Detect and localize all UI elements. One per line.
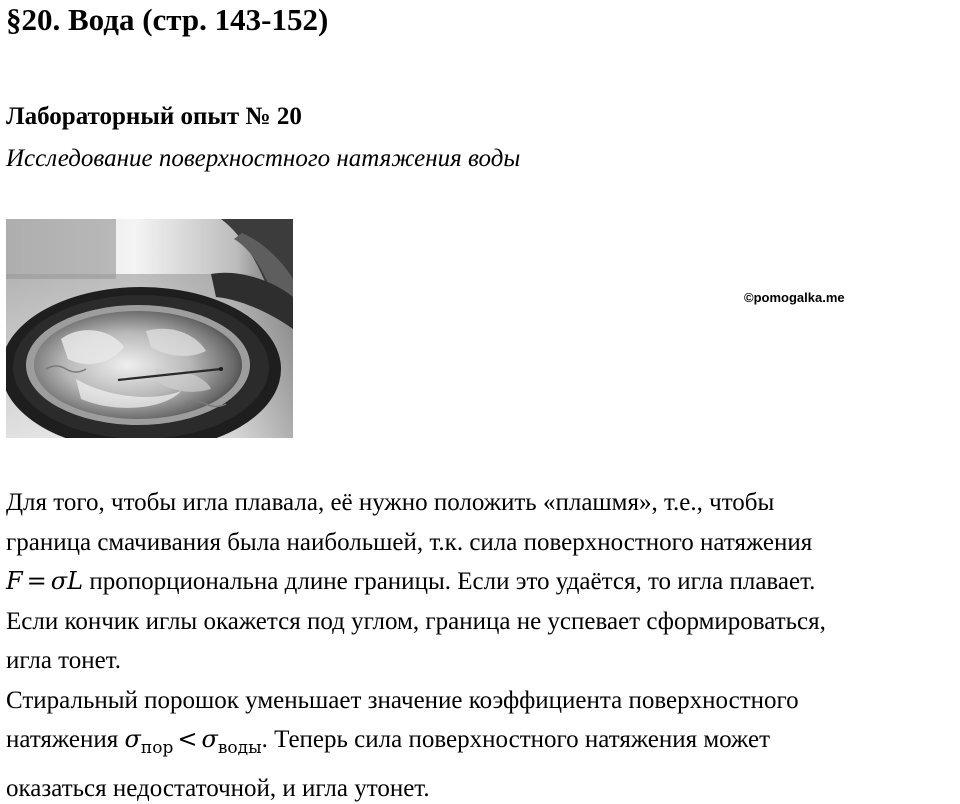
text-segment: натяжения [6, 726, 125, 753]
lab-heading: Лабораторный опыт № 20 [6, 103, 302, 130]
formula-sigma-l: σL [50, 567, 84, 595]
text-line: игла тонет. [6, 647, 122, 674]
text-line: Если кончик иглы окажется под углом, граница не успевает сформироваться, [6, 607, 826, 635]
text-line: Стиральный порошок уменьшает значение коэффициента поверхностного [6, 686, 799, 714]
watermark-text: ©pomogalka.me [744, 290, 845, 305]
text-line: граница смачивания была наибольшей, т.к. сила поверхностного натяжения [6, 528, 813, 556]
text-segment: . Теперь сила поверхностного натяжения может [261, 726, 771, 753]
sigma-symbol: σ [201, 725, 218, 753]
less-than-sign: < [177, 725, 198, 753]
page-title: §20. Вода (стр. 143-152) [6, 2, 329, 37]
lab-subtitle: Исследование поверхностного натяжения воды [6, 145, 521, 172]
text-line: оказаться недостаточной, и игла утонет. [6, 774, 430, 802]
subscript-por: пор [140, 738, 174, 758]
text-line-with-inequality [6, 720, 960, 769]
subscript-vody: воды [217, 738, 262, 758]
text-line: Для того, чтобы игла плавала, её нужно положить «плашмя», т.е., чтобы [6, 489, 775, 516]
explanation-paragraph [6, 483, 960, 804]
formula-equals-sign: = [26, 567, 47, 595]
text-line-with-formula [6, 562, 960, 602]
needle-in-cup-photo [6, 219, 293, 438]
formula-force-symbol: F [6, 567, 23, 595]
sigma-symbol: σ [124, 725, 141, 753]
text-segment: пропорциональна длине границы. Если это удаётся, то игла плавает. [83, 568, 816, 595]
